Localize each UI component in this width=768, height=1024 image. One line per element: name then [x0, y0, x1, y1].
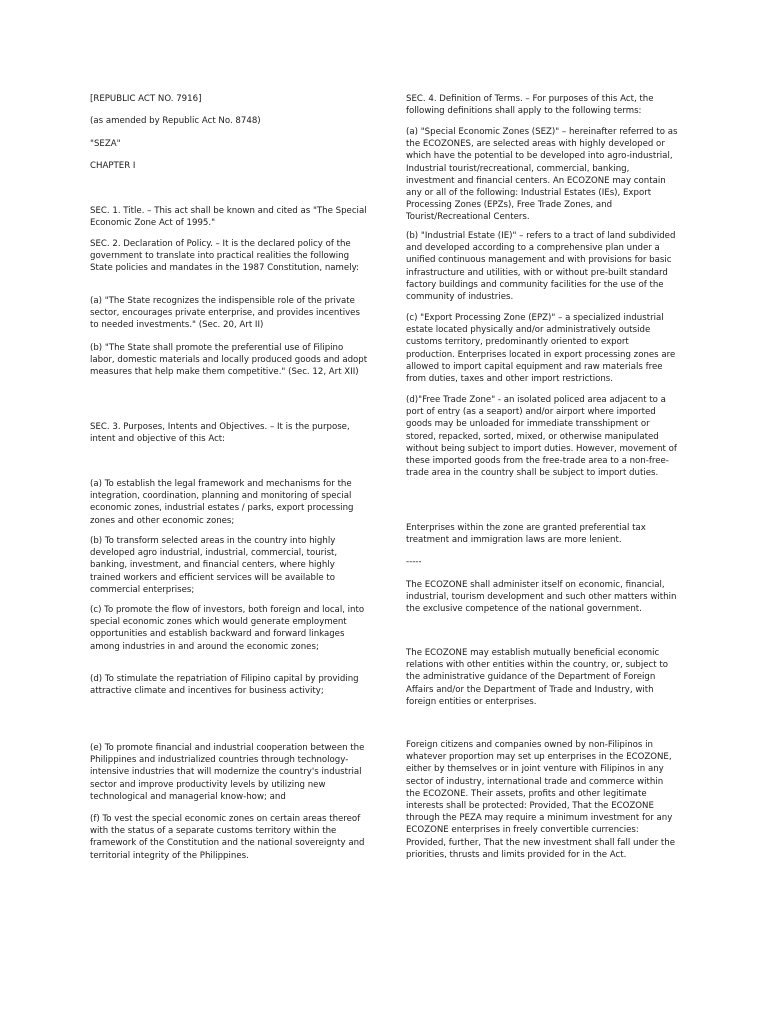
foreign-investment-paragraph: Foreign citizens and companies owned by non-Filipinos in whatever proportion may set up enterprises in the ECOZONE, either by themselves or in joint venture with Filipinos in any sector of industry, international trade and commerce within the ECOZONE. Their assets, profits and other legitimate interests shall be protected: Provided, That the ECOZONE through the PEZA may require a minimum investment for any ECOZONE enterprises in freely convertible currencies: Provided, further, That the new investment shall fall under the priorities, thrusts and limits provided for in the Act. — [406, 740, 676, 860]
separator-dashes: ----- — [406, 557, 422, 567]
short-title: "SEZA" — [90, 139, 121, 149]
section-2-item-a: (a) "The State recognizes the indispensible role of the private sector, encourages private enterprise, and provides incentives to needed investments." (Sec. 20, Art II) — [90, 296, 360, 331]
section-4-item-c: (c) "Export Processing Zone (EPZ)" – a specialized industrial estate located physically and/or administratively outside customs territory, predominantly oriented to export production. Enterprises located in export processing zones are allowed to import capital equipment and raw materials free from duties, taxes and other import restrictions. — [406, 313, 676, 385]
relations-paragraph: The ECOZONE may establish mutually beneficial economic relations with other entities within the country, or, subject to the administrative guidance of the Department of Foreign Affairs and/or the Department of Trade and Industry, with foreign entities or enterprises. — [406, 648, 669, 707]
section-3-item-a: (a) To establish the legal framework and mechanisms for the integration, coordination, planning and monitoring of special economic zones, industrial estates / parks, export processing zones and other economic zones; — [90, 479, 354, 526]
enterprises-paragraph: Enterprises within the zone are granted preferential tax treatment and immigration laws are more lenient. — [406, 523, 646, 546]
chapter-heading: CHAPTER I — [90, 161, 136, 171]
section-2-policy: SEC. 2. Declaration of Policy. – It is the declared policy of the government to translate into practical realities the following State policies and mandates in the 1987 Constitution, namely: — [90, 239, 359, 274]
section-4-item-d: (d)"Free Trade Zone" - an isolated policed area adjacent to a port of entry (as a seaport) and/or airport where imported goods may be unloaded for immediate transshipment or stored, repacked, sorted, mixed, or otherwise manipulated without being subject to import duties. However, movement of these imported goods from the free-trade area to a non-free-trade area in the country shall be subject to import duties. — [406, 395, 677, 479]
administer-paragraph: The ECOZONE shall administer itself on economic, financial, industrial, tourism development and such other matters within the exclusive competence of the national government. — [406, 580, 677, 615]
amendment-note: (as amended by Republic Act No. 8748) — [90, 116, 261, 126]
republic-act-header: [REPUBLIC ACT NO. 7916] — [90, 94, 202, 104]
section-3-item-b: (b) To transform selected areas in the country into highly developed agro industrial, industrial, commercial, tourist, banking, investment, and financial centers, where highly trained workers and efficient services will be available to commercial enterprises; — [90, 536, 338, 595]
section-3-item-f: (f) To vest the special economic zones on certain areas thereof with the status of a separate customs territory within the framework of the Constitution and the national sovereignty and territorial integrity of the Philippines. — [90, 814, 365, 861]
section-4-definitions: SEC. 4. Definition of Terms. – For purposes of this Act, the following definitions shall apply to the following terms: — [406, 94, 654, 117]
section-4-item-a: (a) "Special Economic Zones (SEZ)" – hereinafter referred to as the ECOZONES, are selected areas with highly developed or which have the potential to be developed into agro-industrial, Industrial tourist/recreational, commercial, banking, investment and financial centers. An ECOZONE may contain any or all of the following: Industrial Estates (IEs), Export Processing Zones (EPZs), Free Trade Zones, and Tourist/Recreational Centers. — [406, 127, 678, 223]
section-4-item-b: (b) "Industrial Estate (IE)" – refers to a tract of land subdivided and developed according to a comprehensive plan under a unified continuous management and with provisions for basic infrastructure and utilities, with or without pre-built standard factory buildings and community facilities for the use of the community of industries. — [406, 231, 676, 303]
section-3-purposes: SEC. 3. Purposes, Intents and Objectives. – It is the purpose, intent and objective of this Act: — [90, 422, 350, 445]
section-3-item-d: (d) To stimulate the repatriation of Filipino capital by providing attractive climate and incentives for business activity; — [90, 674, 359, 697]
section-3-item-e: (e) To promote financial and industrial cooperation between the Philippines and industrialized countries through technology-intensive industries that will modernize the country's industrial sector and improve productivity levels by utilizing new technological and managerial know-how; and — [90, 743, 365, 802]
section-1-title: SEC. 1. Title. – This act shall be known and cited as "The Special Economic Zone Act of 1995." — [90, 206, 367, 229]
section-3-item-c: (c) To promote the flow of investors, both foreign and local, into special economic zones which would generate employment opportunities and establish backward and forward linkages among industries in and around the economic zones; — [90, 605, 365, 652]
section-2-item-b: (b) "The State shall promote the preferential use of Filipino labor, domestic materials and locally produced goods and adopt measures that help make them competitive." (Sec. 12, Art XII) — [90, 343, 368, 378]
